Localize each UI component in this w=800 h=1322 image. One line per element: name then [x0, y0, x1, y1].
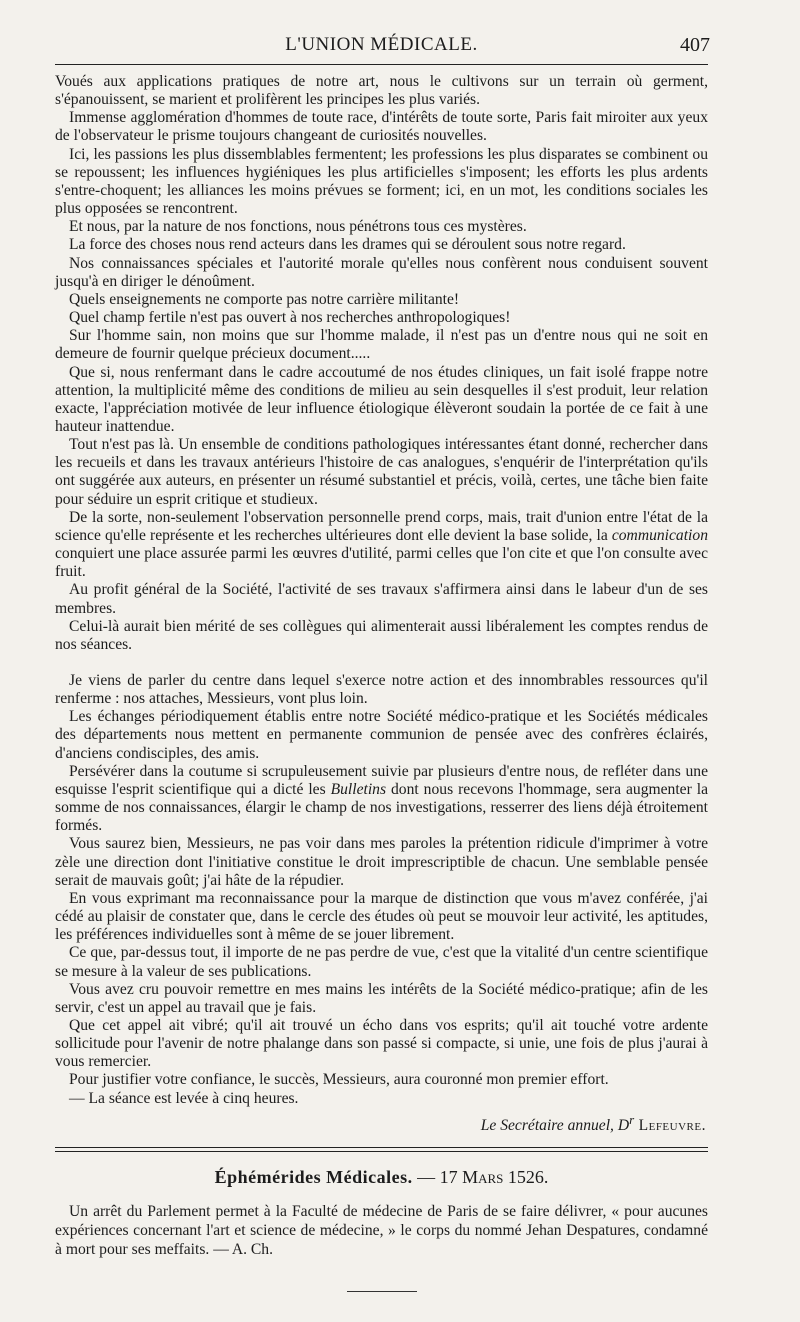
paragraph: Sur l'homme sain, non moins que sur l'homme malade, il n'est pas un d'entre nous qui ne soit en demeure de fournir quelque précieux document.....	[55, 327, 708, 363]
paragraph: Quels enseignements ne comporte pas notre carrière militante!	[69, 290, 460, 308]
paragraph: Les échanges périodiquement établis entre notre Société médico-pratique et les Sociétés médicales des départements nous mettent en permanente communion de pensée avec des confrères éclairés, d'anciens condisciples, des amis.	[55, 708, 708, 762]
paragraph: Vous avez cru pouvoir remettre en mes mains les intérêts de la Société médico-pratique; afin de les servir, c'est un appel au travail que je fais.	[55, 980, 708, 1016]
closing-line: — La séance est levée à cinq heures.	[69, 1089, 299, 1107]
text-run: De la sorte, non-seulement l'observation personnelle prend corps, mais, trait d'union entre l'état de la science qu'elle représente et les recherches ultérieures dont elle devient la base solide, la	[55, 508, 708, 544]
paragraph: Immense agglomération d'hommes de toute race, d'intérêts de toute sorte, Paris fait miroiter aux yeux de l'observateur le prisme toujours changeant de curiosités nouvelles.	[55, 109, 708, 145]
paragraph: Et nous, par la nature de nos fonctions, nous pénétrons tous ces mystères.	[69, 218, 527, 236]
footer-rule	[347, 1291, 417, 1292]
paragraph: Au profit général de la Société, l'activité de ses travaux s'affirmera ainsi dans le labeur d'un de ses membres.	[55, 581, 708, 617]
signature-name: Lefeuvre.	[634, 1116, 706, 1134]
paragraph: En vous exprimant ma reconnaissance pour la marque de distinction que vous m'avez conférée, j'ai cédé au plaisir de constater que, dans le cercle des études où peut se mouvoir leur activité, les aptitudes, les préférences individuelles sont à même de se jouer librement.	[55, 889, 708, 944]
paragraph-bulletins	[55, 763, 708, 836]
signature	[55, 1111, 708, 1135]
paragraph: La force des choses nous rend acteurs dans les drames qui se déroulent sous notre regard.	[69, 236, 626, 254]
ephemerides-month: Mars	[462, 1167, 504, 1188]
text-run: Persévérer dans la coutume si scrupuleusement suivie par plusieurs d'entre nous, de refléter dans une esquisse l'esprit scientifique qui a dicté les	[55, 762, 708, 798]
paragraph: Celui-là aurait bien mérité de ses collègues qui alimenterait aussi libéralement les comptes rendus de nos séances.	[55, 617, 708, 653]
ephemerides-year: 1526.	[503, 1167, 549, 1188]
paragraph: Vous saurez bien, Messieurs, ne pas voir dans mes paroles la prétention ridicule d'imprimer à votre zèle une direction dont l'initiative constitue le droit imprescriptible de chacun. Une semblable pensée serait de mauvais goût; j'ai hâte de la répudier.	[55, 835, 708, 889]
signature-superscript: r	[629, 1111, 635, 1127]
header-rule	[55, 64, 708, 65]
section-divider	[55, 1147, 708, 1152]
ephemerides-body	[55, 1202, 708, 1259]
ephemerides-dash: — 17	[412, 1167, 463, 1188]
text-run: conquiert une place assurée parmi les œuvres d'utilité, parmi celles que l'on cite et que l'on consulte avec fruit.	[55, 545, 708, 581]
paragraph: Nos connaissances spéciales et l'autorité morale qu'elles nous confèrent nous conduisent souvent jusqu'à en diriger le dénoûment.	[55, 254, 708, 290]
italic-term: communication	[611, 526, 708, 544]
paragraph: Que cet appel ait vibré; qu'il ait trouvé un écho dans vos esprits; qu'il ait touché votre ardente sollicitude pour l'avenir de notre phalange dans son passé si compacte, si unie, une fois de plus j'aurai à vous remercier.	[55, 1016, 708, 1071]
paragraph-communication	[55, 509, 708, 582]
paragraph: Un arrêt du Parlement permet à la Faculté de médecine de Paris de se faire délivrer, « pour aucunes expériences concernant l'art et science de médecine, » le corps du nommé Jehan Despatures, condamné à mort pour ses meffaits. — A. Ch.	[55, 1203, 708, 1259]
paragraph: Voués aux applications pratiques de notre art, nous le cultivons sur un terrain où germent, s'épanouissent, se marient et prolifèrent les principes les plus variés.	[55, 73, 708, 109]
paragraph: Je viens de parler du centre dans lequel s'exerce notre action et des innombrables ressources qu'il renferme : nos attaches, Messieurs, vont plus loin.	[55, 672, 708, 708]
journal-title: L'UNION MÉDICALE.	[285, 34, 478, 55]
paragraph: Tout n'est pas là. Un ensemble de conditions pathologiques intéressantes étant donné, rechercher dans les recueils et dans les travaux antérieurs l'histoire de cas analogues, s'enquérir de l'interprétation qu'ils ont suggérée aux auteurs, en présenter un résumé substantiel et précis, voilà, certes, une tâche bien faite pour séduire un esprit critique et studieux.	[55, 436, 708, 508]
paragraph: Pour justifier votre confiance, le succès, Messieurs, aura couronné mon premier effort.	[69, 1071, 609, 1089]
running-head	[55, 22, 708, 56]
section-gap	[55, 654, 708, 672]
text-run: dont nous recevons l'hommage, sera augmenter la somme de nos connaissances, élargir le champ de nos investigations, resserrer des liens déjà étroitement formés.	[55, 780, 708, 835]
paragraph: Ce que, par-dessus tout, il importe de ne pas perdre de vue, c'est que la vitalité d'un centre scientifique se mesure à la valeur de ses publications.	[55, 944, 708, 980]
paragraph: Quel champ fertile n'est pas ouvert à nos recherches anthropologiques!	[69, 309, 511, 327]
page-number: 407	[680, 34, 710, 56]
italic-term: Bulletins	[330, 780, 387, 798]
ephemerides-heading	[55, 1167, 708, 1188]
signature-role: Le Secrétaire annuel, D	[480, 1116, 630, 1134]
ephemerides-title: Éphémérides Médicales.	[214, 1167, 413, 1188]
paragraph: Ici, les passions les plus dissemblables fermentent; les professions les plus disparates se combinent ou se repoussent; les influences hygiéniques les plus artificielles s'imposent; les efforts les plus ardents s'entre-choquent; les alliances les moins prévues se forment; ici, en un mot, les conditions sociales les plus opposées se rencontrent.	[55, 145, 708, 218]
article-body	[55, 73, 708, 1135]
paragraph: Que si, nous renfermant dans le cadre accoutumé de nos études cliniques, un fait isolé frappe notre attention, la multiplicité même des conditions de milieu au sein desquelles il s'est produit, leur relation exacte, l'appréciation motivée de leur influence étiologique élèveront soudain la portée de ce fait à une hauteur inattendue.	[55, 363, 708, 435]
